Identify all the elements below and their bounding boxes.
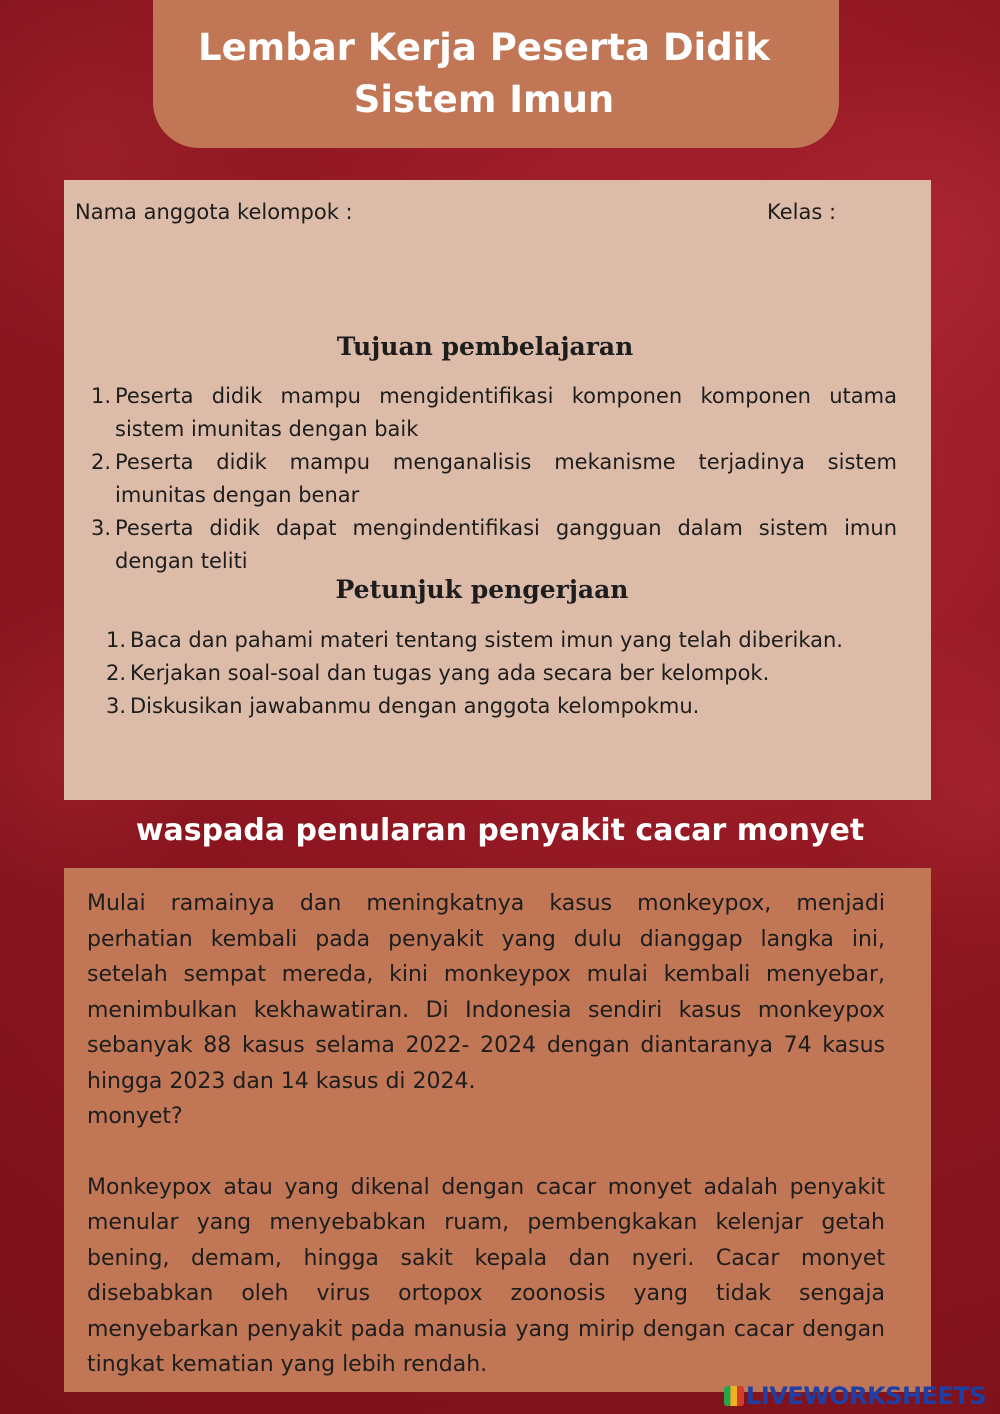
info-panel [64, 180, 931, 800]
objectives-heading: Tujuan pembelajaran [336, 332, 634, 361]
article-paragraph: Mulai ramainya dan meningkatnya kasus monkeypox, menjadi perhatian kembali pada penyakit yang dulu dianggap langka ini, setelah sempat mereda, kini monkeypox mulai kembali menyebar, menimbulkan kekhawatiran. Di Indonesia sendiri kasus monkeypox sebanyak 88 kasus selama 2022- 2024 dengan diantaranya 74 kasus hingga 2023 dan 14 kasus di 2024. [87, 891, 885, 1094]
paragraph-spacer [87, 1135, 885, 1170]
list-item: 2. Peserta didik mampu menganalisis mekanisme terjadinya sistem imunitas dengan benar [91, 450, 897, 507]
worksheet-header [153, 0, 839, 148]
liveworksheets-watermark: LIVEWORKSHEETS [724, 1382, 986, 1410]
objectives-list [91, 380, 897, 578]
class-label: Kelas : [767, 200, 837, 224]
list-item: 2. Kerjakan soal-soal dan tugas yang ada secara ber kelompok. [106, 661, 770, 685]
page-title: Lembar Kerja Peserta Didik [198, 26, 770, 69]
liveworksheets-logo-icon [724, 1386, 744, 1406]
article-paragraph: Monkeypox atau yang dikenal dengan cacar monyet adalah penyakit menular yang menyebabkan ruam, pembengkakan kelenjar getah bening, demam, hingga sakit kepala dan nyeri. Cacar monyet disebabkan oleh virus ortopox zoonosis yang tidak sengaja menyebarkan penyakit pada manusia yang mirip dengan cacar dengan tingkat kematian yang lebih rendah. [87, 1174, 885, 1377]
list-item: 1. Baca dan pahami materi tentang sistem imun yang telah diberikan. [106, 628, 843, 652]
article-panel [64, 868, 931, 1392]
article-fragment: monyet? [87, 1104, 183, 1129]
article-title: waspada penularan penyakit cacar monyet [135, 813, 865, 848]
members-label: Nama anggota kelompok : [75, 200, 353, 224]
list-item: 3. Diskusikan jawabanmu dengan anggota kelompokmu. [106, 694, 700, 718]
page-subtitle: Sistem Imun [353, 78, 615, 121]
list-item: 3. Peserta didik dapat mengindentifikasi gangguan dalam sistem imun dengan teliti [91, 516, 897, 573]
instructions-list [106, 624, 912, 723]
instructions-heading: Petunjuk pengerjaan [335, 575, 629, 604]
list-item: 1. Peserta didik mampu mengidentifikasi komponen komponen utama sistem imunitas dengan baik [91, 384, 897, 441]
